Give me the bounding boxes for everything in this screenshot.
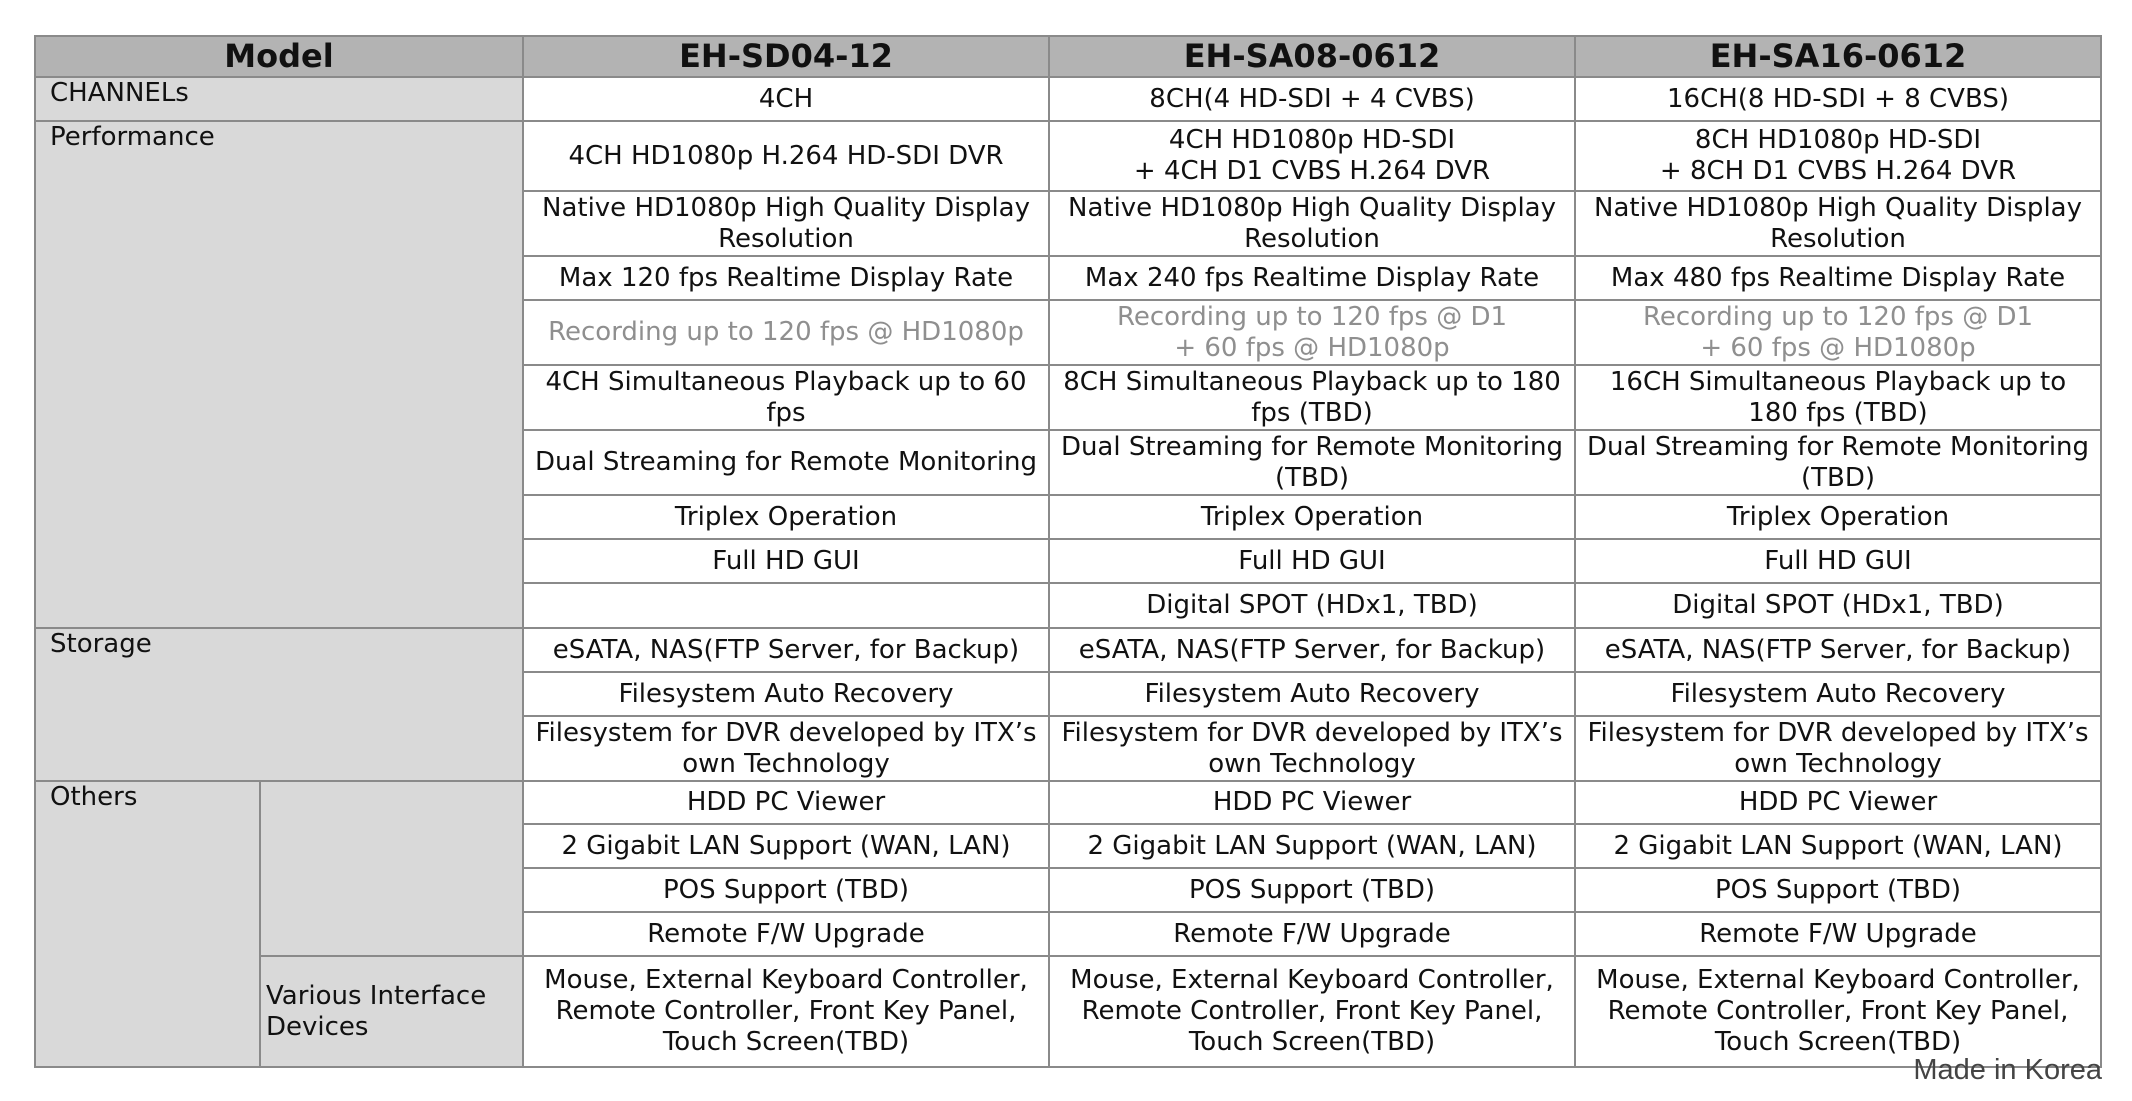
others-cell: 2 Gigabit LAN Support (WAN, LAN) <box>1049 824 1575 868</box>
others-cell: Mouse, External Keyboard Controller, Remote Controller, Front Key Panel, Touch Screen(TBD) <box>1049 956 1575 1067</box>
channels-cell: 8CH(4 HD-SDI + 4 CVBS) <box>1049 77 1575 121</box>
various-interface-label: Various Interface Devices <box>260 956 523 1067</box>
performance-cell: Digital SPOT (HDx1, TBD) <box>1575 583 2101 628</box>
channels-row <box>35 77 2101 121</box>
performance-cell: Digital SPOT (HDx1, TBD) <box>1049 583 1575 628</box>
performance-cell: Recording up to 120 fps @ D1 + 60 fps @ HD1080p <box>1049 300 1575 365</box>
performance-cell: 4CH Simultaneous Playback up to 60 fps <box>523 365 1049 430</box>
performance-cell: Full HD GUI <box>523 539 1049 583</box>
others-row <box>35 956 2101 1067</box>
storage-cell: eSATA, NAS(FTP Server, for Backup) <box>1575 628 2101 672</box>
performance-cell: Max 480 fps Realtime Display Rate <box>1575 256 2101 300</box>
others-cell: POS Support (TBD) <box>1575 868 2101 912</box>
storage-cell: eSATA, NAS(FTP Server, for Backup) <box>523 628 1049 672</box>
performance-cell: Recording up to 120 fps @ D1 + 60 fps @ HD1080p <box>1575 300 2101 365</box>
performance-cell: 8CH Simultaneous Playback up to 180 fps (TBD) <box>1049 365 1575 430</box>
others-cell: HDD PC Viewer <box>523 781 1049 824</box>
channels-cell: 16CH(8 HD-SDI + 8 CVBS) <box>1575 77 2101 121</box>
others-cell: POS Support (TBD) <box>1049 868 1575 912</box>
performance-cell: Max 240 fps Realtime Display Rate <box>1049 256 1575 300</box>
performance-cell: Triplex Operation <box>523 495 1049 539</box>
performance-cell: Dual Streaming for Remote Monitoring (TBD) <box>1575 430 2101 495</box>
performance-row <box>35 121 2101 191</box>
channels-label: CHANNELs <box>35 77 523 121</box>
others-cell: Remote F/W Upgrade <box>1049 912 1575 956</box>
channels-cell: 4CH <box>523 77 1049 121</box>
performance-cell: Triplex Operation <box>1049 495 1575 539</box>
performance-cell: 4CH HD1080p H.264 HD-SDI DVR <box>523 121 1049 191</box>
performance-cell: Native HD1080p High Quality Display Resolution <box>1049 191 1575 256</box>
performance-cell: Full HD GUI <box>1049 539 1575 583</box>
storage-cell: Filesystem Auto Recovery <box>523 672 1049 716</box>
others-label: Others <box>35 781 260 1067</box>
performance-cell: Native HD1080p High Quality Display Resolution <box>1575 191 2101 256</box>
model-column-header: EH-SD04-12 <box>523 36 1049 77</box>
performance-cell: Full HD GUI <box>1575 539 2101 583</box>
performance-cell: Native HD1080p High Quality Display Resolution <box>523 191 1049 256</box>
storage-row <box>35 628 2101 672</box>
others-cell: 2 Gigabit LAN Support (WAN, LAN) <box>523 824 1049 868</box>
performance-cell: Triplex Operation <box>1575 495 2101 539</box>
storage-cell: eSATA, NAS(FTP Server, for Backup) <box>1049 628 1575 672</box>
spec-table <box>34 35 2102 1068</box>
made-in-korea-note: Made in Korea <box>1913 1054 2102 1086</box>
others-cell: Remote F/W Upgrade <box>523 912 1049 956</box>
model-header: Model <box>35 36 523 77</box>
others-cell: POS Support (TBD) <box>523 868 1049 912</box>
others-cell: HDD PC Viewer <box>1575 781 2101 824</box>
storage-cell: Filesystem for DVR developed by ITX’s own Technology <box>1049 716 1575 781</box>
performance-label: Performance <box>35 121 523 628</box>
storage-cell: Filesystem for DVR developed by ITX’s own Technology <box>1575 716 2101 781</box>
others-cell: 2 Gigabit LAN Support (WAN, LAN) <box>1575 824 2101 868</box>
storage-cell: Filesystem for DVR developed by ITX’s own Technology <box>523 716 1049 781</box>
storage-cell: Filesystem Auto Recovery <box>1575 672 2101 716</box>
storage-label: Storage <box>35 628 523 781</box>
storage-cell: Filesystem Auto Recovery <box>1049 672 1575 716</box>
spec-body <box>35 77 2101 1067</box>
others-blank-subcell <box>260 781 523 956</box>
performance-cell: Dual Streaming for Remote Monitoring <box>523 430 1049 495</box>
performance-cell <box>523 583 1049 628</box>
others-cell: HDD PC Viewer <box>1049 781 1575 824</box>
header-row <box>35 36 2101 77</box>
others-cell: Mouse, External Keyboard Controller, Remote Controller, Front Key Panel, Touch Screen(TBD) <box>1575 956 2101 1067</box>
performance-cell: Dual Streaming for Remote Monitoring (TBD) <box>1049 430 1575 495</box>
performance-cell: 4CH HD1080p HD-SDI + 4CH D1 CVBS H.264 DVR <box>1049 121 1575 191</box>
others-cell: Mouse, External Keyboard Controller, Remote Controller, Front Key Panel, Touch Screen(TBD) <box>523 956 1049 1067</box>
model-column-header: EH-SA08-0612 <box>1049 36 1575 77</box>
performance-cell: Max 120 fps Realtime Display Rate <box>523 256 1049 300</box>
performance-cell: Recording up to 120 fps @ HD1080p <box>523 300 1049 365</box>
others-cell: Remote F/W Upgrade <box>1575 912 2101 956</box>
model-column-header: EH-SA16-0612 <box>1575 36 2101 77</box>
performance-cell: 8CH HD1080p HD-SDI + 8CH D1 CVBS H.264 DVR <box>1575 121 2101 191</box>
performance-cell: 16CH Simultaneous Playback up to 180 fps (TBD) <box>1575 365 2101 430</box>
others-row <box>35 781 2101 824</box>
